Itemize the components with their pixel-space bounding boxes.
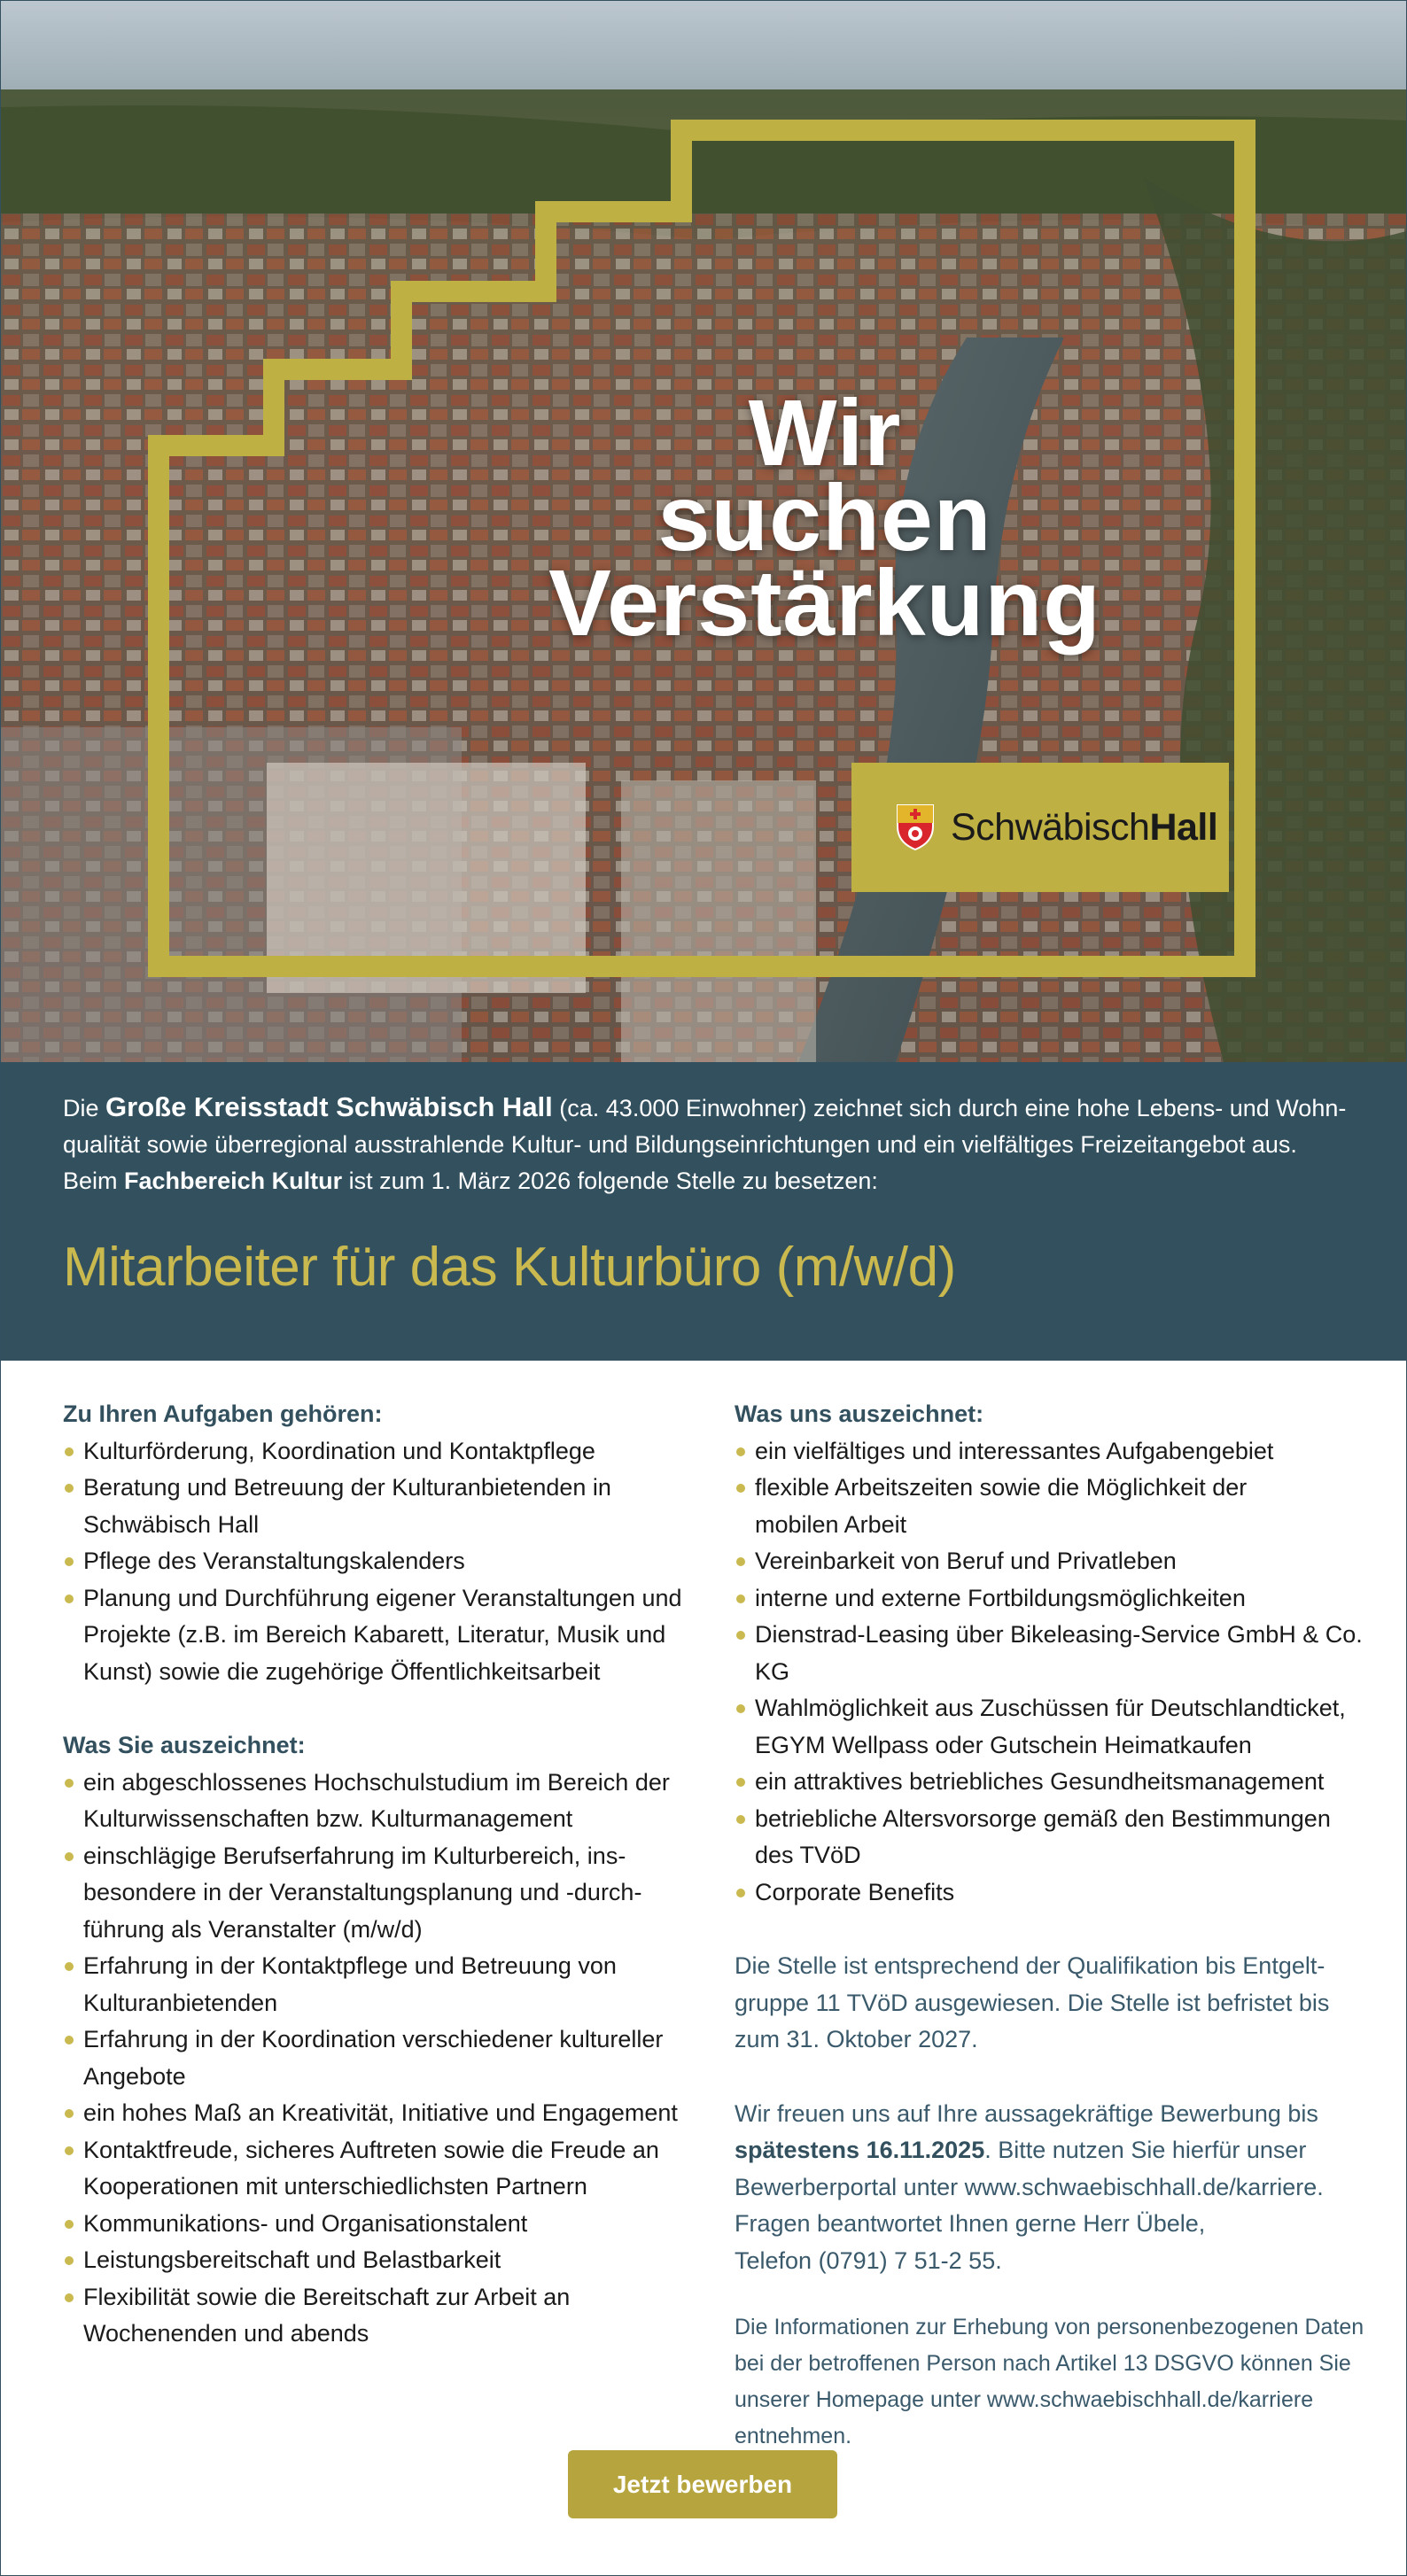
- city-coat-of-arms-icon: [896, 803, 935, 851]
- career-portal-link[interactable]: Bewerberportal unter www.schwaebischhall.de/karriere.: [735, 2173, 1324, 2200]
- city-name: Große Kreisstadt Schwäbisch Hall: [105, 1091, 553, 1122]
- list-item: Kontaktfreude, sicheres Auftreten sowie die Freude an Kooperationen mit unterschiedlichsten Partnern: [63, 2132, 701, 2206]
- intro-line-1: Die Große Kreisstadt Schwäbisch Hall (ca. 43.000 Einwohner) zeichnet sich durch eine hohe Lebens- und Wohn-: [63, 1091, 1347, 1122]
- list-item: Dienstrad-Leasing über Bikeleasing-Service GmbH & Co. KG: [735, 1617, 1372, 1690]
- tasks-heading: Zu Ihren Aufgaben gehören:: [63, 1401, 383, 1427]
- list-item: ein vielfältiges und interessantes Aufgabengebiet: [735, 1433, 1372, 1470]
- list-item: Vereinbarkeit von Beruf und Privatleben: [735, 1543, 1372, 1580]
- contact-phone: Telefon (0791) 7 51-2 55.: [735, 2246, 1002, 2274]
- apply-now-button[interactable]: Jetzt bewerben: [568, 2450, 837, 2518]
- intro-band: [1, 1062, 1406, 1361]
- city-logo-box: [851, 763, 1229, 892]
- intro-text: [63, 1089, 1356, 1199]
- list-item: Planung und Durchführung eigener Veranstaltungen und Projekte (z.B. im Bereich Kabarett, Literatur, Musik und Kunst) sowie die zugehörige Öffentlichkeitsarbeit: [63, 1580, 701, 1691]
- list-item: interne und externe Fortbildungsmöglichkeiten: [735, 1580, 1372, 1618]
- application-info: Wir freuen uns auf Ihre aussagekräftige Bewerbung bis spätestens 16.11.2025. Bitte nutzen Sie hierfür unser Bewerberportal unter www.schwaebischhall.de/karriere. Fragen beantwortet Ihnen gerne Herr Übele, Telefon (0791) 7 51-2 55.: [735, 2096, 1372, 2280]
- list-item: Erfahrung in der Kontaktpflege und Betreuung von Kulturanbietenden: [63, 1948, 701, 2021]
- list-item: Wahlmöglichkeit aus Zuschüssen für Deutschlandticket, EGYM Wellpass oder Gutschein Heimatkaufen: [735, 1690, 1372, 1764]
- benefits-heading: Was uns auszeichnet:: [735, 1401, 984, 1427]
- salary-info: Die Stelle ist entsprechend der Qualifikation bis Entgelt- gruppe 11 TVöD ausgewiesen. Die Stelle ist befristet bis zum 31. Oktober 2027.: [735, 1952, 1330, 2052]
- job-title: Mitarbeiter für das Kulturbüro (m/w/d): [63, 1237, 956, 1298]
- list-item: ein attraktives betriebliches Gesundheitsmanagement: [735, 1764, 1372, 1801]
- list-item: einschlägige Berufserfahrung im Kulturbereich, ins- besondere in der Veranstaltungsplanung und -durch- führung als Veranstalter (m/w/d): [63, 1838, 701, 1949]
- headline-line-1: Wir: [748, 381, 902, 485]
- list-item: betriebliche Altersvorsorge gemäß den Bestimmungen des TVöD: [735, 1801, 1372, 1874]
- list-item: Pflege des Veranstaltungskalenders: [63, 1543, 701, 1580]
- list-item: ein hohes Maß an Kreativität, Initiative und Engagement: [63, 2095, 701, 2132]
- privacy-notice: Die Informationen zur Erhebung von personenbezogenen Daten bei der betroffenen Person nach Artikel 13 DSGVO können Sie unserer Homepage unter www.schwaebischhall.de/karriere entnehmen.: [735, 2315, 1364, 2448]
- tasks-list: [63, 1433, 701, 1691]
- headline: [532, 381, 1117, 656]
- list-item: flexible Arbeitszeiten sowie die Möglichkeit der mobilen Arbeit: [735, 1470, 1372, 1543]
- headline-line-2: suchen: [657, 466, 992, 570]
- city-logo-text: SchwäbischHall: [951, 805, 1218, 849]
- department-name: Fachbereich Kultur: [124, 1168, 343, 1194]
- intro-line-2: qualität sowie überregional ausstrahlende Kultur- und Bildungseinrichtungen und ein vielfältiges Freizeitangebot aus.: [63, 1131, 1297, 1158]
- hero-section: [1, 1, 1406, 1062]
- list-item: Kommunikations- und Organisationstalent: [63, 2206, 701, 2243]
- list-item: Beratung und Betreuung der Kulturanbietenden in Schwäbisch Hall: [63, 1470, 701, 1543]
- requirements-list: [63, 1765, 701, 2353]
- list-item: Leistungsbereitschaft und Belastbarkeit: [63, 2242, 701, 2279]
- benefits-list: [735, 1433, 1372, 1912]
- list-item: Corporate Benefits: [735, 1874, 1372, 1912]
- city-logo: [896, 803, 1217, 851]
- list-item: Erfahrung in der Koordination verschiedener kultureller Angebote: [63, 2021, 701, 2095]
- requirements-heading: Was Sie auszeichnet:: [63, 1732, 306, 1758]
- list-item: ein abgeschlossenes Hochschulstudium im Bereich der Kulturwissenschaften bzw. Kulturmanagement: [63, 1765, 701, 1838]
- list-item: Kulturförderung, Koordination und Kontaktpflege: [63, 1433, 701, 1470]
- left-column: [63, 1396, 701, 2353]
- right-column: [735, 1396, 1372, 2455]
- list-item: Flexibilität sowie die Bereitschaft zur Arbeit an Wochenenden und abends: [63, 2279, 701, 2353]
- headline-line-3: Verstärkung: [548, 551, 1101, 656]
- application-deadline: spätestens 16.11.2025: [735, 2137, 985, 2163]
- intro-line-3: Beim Fachbereich Kultur ist zum 1. März 2026 folgende Stelle zu besetzen:: [63, 1168, 878, 1194]
